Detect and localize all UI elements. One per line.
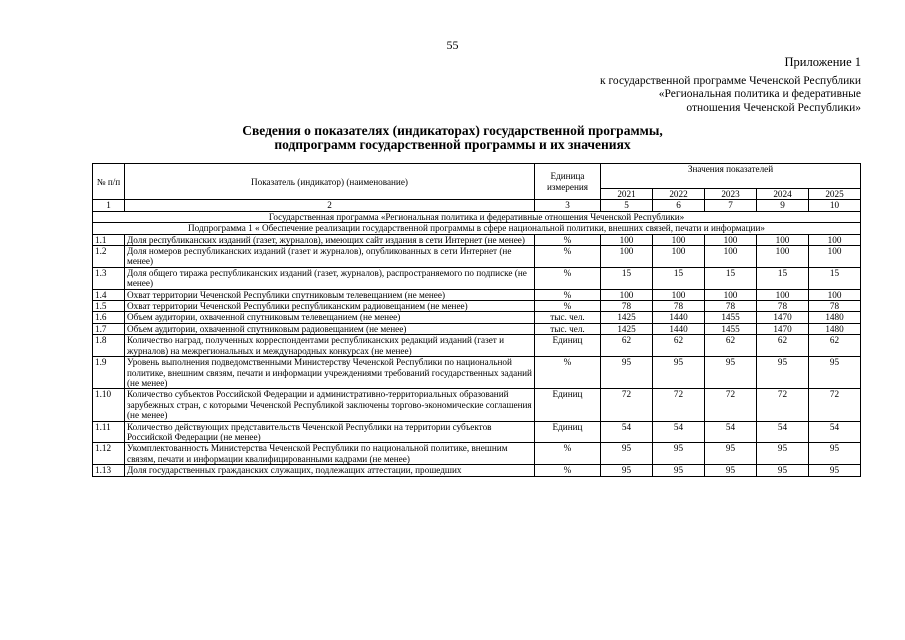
row-value: 1425 xyxy=(601,323,653,334)
row-value: 95 xyxy=(601,465,653,476)
document-title xyxy=(0,124,905,152)
row-indicator-name: Охват территории Чеченской Республики республиканским радиовещанием (не менее) xyxy=(125,301,535,312)
row-unit: тыс. чел. xyxy=(535,312,601,323)
row-value: 95 xyxy=(705,443,757,465)
row-value: 100 xyxy=(705,246,757,268)
header-year: 2021 xyxy=(601,189,653,200)
row-indicator-name: Доля номеров республиканских изданий (газет и журналов), опубликованных в сети Интернет (не менее) xyxy=(125,246,535,268)
row-indicator-name: Количество субъектов Российской Федерации и административно-территориальных образований зарубежных стран, с которыми Чеченской Республикой заключены торгово-экономические соглашения (не менее) xyxy=(125,389,535,421)
header-year: 2024 xyxy=(757,189,809,200)
row-number: 1.3 xyxy=(93,267,125,289)
row-unit: % xyxy=(535,465,601,476)
row-value: 1480 xyxy=(809,312,861,323)
row-value: 100 xyxy=(705,234,757,245)
row-value: 15 xyxy=(653,267,705,289)
row-indicator-name: Доля государственных гражданских служащих, подлежащих аттестации, прошедших xyxy=(125,465,535,476)
column-number: 1 xyxy=(93,200,125,211)
row-number: 1.9 xyxy=(93,357,125,389)
row-value: 1470 xyxy=(757,323,809,334)
row-value: 54 xyxy=(653,421,705,443)
row-value: 15 xyxy=(757,267,809,289)
column-number: 6 xyxy=(653,200,705,211)
column-number: 10 xyxy=(809,200,861,211)
table-row xyxy=(93,289,861,300)
row-value: 78 xyxy=(653,301,705,312)
program-title: Государственная программа «Региональная политика и федеративные отношения Чеченской Республики» xyxy=(93,211,861,222)
row-value: 100 xyxy=(757,289,809,300)
column-number-row xyxy=(93,200,861,211)
header-unit: Единица измерения xyxy=(535,164,601,200)
row-number: 1.7 xyxy=(93,323,125,334)
row-value: 100 xyxy=(809,246,861,268)
row-value: 95 xyxy=(809,443,861,465)
row-indicator-name: Охват территории Чеченской Республики спутниковым телевещанием (не менее) xyxy=(125,289,535,300)
row-value: 54 xyxy=(757,421,809,443)
row-value: 100 xyxy=(705,289,757,300)
row-value: 15 xyxy=(809,267,861,289)
table-header-row xyxy=(93,164,861,189)
table-row xyxy=(93,389,861,421)
row-value: 1480 xyxy=(809,323,861,334)
row-unit: % xyxy=(535,443,601,465)
table-row xyxy=(93,421,861,443)
table-row xyxy=(93,357,861,389)
appendix-block xyxy=(600,56,861,115)
table-row xyxy=(93,267,861,289)
row-number: 1.5 xyxy=(93,301,125,312)
row-value: 100 xyxy=(757,246,809,268)
column-number: 7 xyxy=(705,200,757,211)
row-unit: тыс. чел. xyxy=(535,323,601,334)
appendix-line: отношения Чеченской Республики» xyxy=(686,101,861,114)
row-value: 78 xyxy=(705,301,757,312)
row-value: 15 xyxy=(601,267,653,289)
row-value: 1470 xyxy=(757,312,809,323)
program-row xyxy=(93,211,861,222)
header-indicator: Показатель (индикатор) (наименование) xyxy=(125,164,535,200)
table-row xyxy=(93,465,861,476)
row-value: 95 xyxy=(757,357,809,389)
row-value: 95 xyxy=(601,357,653,389)
row-value: 95 xyxy=(757,443,809,465)
row-number: 1.10 xyxy=(93,389,125,421)
row-value: 62 xyxy=(809,335,861,357)
row-indicator-name: Уровень выполнения подведомственными Министерству Чеченской Республики по национальной политике, внешним связям, печати и информации учреждениями требований государственных заданий (не менее) xyxy=(125,357,535,389)
row-unit: Единиц xyxy=(535,421,601,443)
row-indicator-name: Количество действующих представительств Чеченской Республики на территории субъектов Российской Федерации (не менее) xyxy=(125,421,535,443)
row-value: 100 xyxy=(809,234,861,245)
row-value: 1440 xyxy=(653,323,705,334)
row-value: 72 xyxy=(601,389,653,421)
row-value: 1455 xyxy=(705,323,757,334)
appendix-line: к государственной программе Чеченской Республики xyxy=(600,74,861,87)
page-number: 55 xyxy=(446,38,459,52)
header-num: № п/п xyxy=(93,164,125,200)
row-value: 95 xyxy=(705,357,757,389)
row-number: 1.1 xyxy=(93,234,125,245)
row-indicator-name: Укомплектованность Министерства Чеченской Республики по национальной политике, внешним связям, печати и информации квалифицированными кадрами (не менее) xyxy=(125,443,535,465)
row-value: 54 xyxy=(705,421,757,443)
table-row xyxy=(93,246,861,268)
row-number: 1.11 xyxy=(93,421,125,443)
header-year: 2023 xyxy=(705,189,757,200)
row-unit: % xyxy=(535,289,601,300)
row-number: 1.2 xyxy=(93,246,125,268)
row-number: 1.13 xyxy=(93,465,125,476)
row-value: 95 xyxy=(809,357,861,389)
row-value: 1440 xyxy=(653,312,705,323)
row-value: 100 xyxy=(601,246,653,268)
row-number: 1.4 xyxy=(93,289,125,300)
column-number: 3 xyxy=(535,200,601,211)
row-value: 95 xyxy=(705,465,757,476)
row-value: 72 xyxy=(809,389,861,421)
header-year: 2025 xyxy=(809,189,861,200)
row-value: 54 xyxy=(601,421,653,443)
table-row xyxy=(93,301,861,312)
row-value: 54 xyxy=(809,421,861,443)
row-number: 1.8 xyxy=(93,335,125,357)
row-number: 1.6 xyxy=(93,312,125,323)
row-value: 100 xyxy=(653,289,705,300)
table-row xyxy=(93,234,861,245)
subprogram-row xyxy=(93,223,861,234)
table-row xyxy=(93,323,861,334)
row-value: 95 xyxy=(601,443,653,465)
row-unit: % xyxy=(535,234,601,245)
table-row xyxy=(93,443,861,465)
row-indicator-name: Доля республиканских изданий (газет, журналов), имеющих сайт издания в сети Интернет (не менее) xyxy=(125,234,535,245)
table-row xyxy=(93,335,861,357)
appendix-line: «Региональная политика и федеративные xyxy=(658,88,861,100)
row-indicator-name: Количество наград, полученных корреспондентами республиканских редакций изданий (газет и журналов) на межрегиональных и международных конкурсах (не менее) xyxy=(125,335,535,357)
row-unit: % xyxy=(535,246,601,268)
row-unit: % xyxy=(535,301,601,312)
row-value: 72 xyxy=(757,389,809,421)
row-value: 95 xyxy=(757,465,809,476)
row-value: 100 xyxy=(601,289,653,300)
row-value: 100 xyxy=(809,289,861,300)
row-indicator-name: Доля общего тиража республиканских изданий (газет, журналов), распространяемого по подписке (не менее) xyxy=(125,267,535,289)
subprogram-title: Подпрограмма 1 « Обеспечение реализации государственной программы в сфере национальной политики, внешних связей, печати и информации» xyxy=(93,223,861,234)
row-value: 95 xyxy=(653,465,705,476)
row-value: 15 xyxy=(705,267,757,289)
appendix-title: Приложение 1 xyxy=(784,55,861,69)
row-value: 1455 xyxy=(705,312,757,323)
row-value: 100 xyxy=(757,234,809,245)
header-year: 2022 xyxy=(653,189,705,200)
row-value: 78 xyxy=(757,301,809,312)
row-value: 95 xyxy=(653,443,705,465)
document-title-line: подпрограмм государственной программы и их значениях xyxy=(274,137,631,152)
row-value: 95 xyxy=(809,465,861,476)
row-unit: % xyxy=(535,267,601,289)
row-value: 78 xyxy=(809,301,861,312)
row-value: 78 xyxy=(601,301,653,312)
header-values: Значения показателей xyxy=(601,164,861,189)
row-unit: Единиц xyxy=(535,335,601,357)
column-number: 5 xyxy=(601,200,653,211)
row-unit: Единиц xyxy=(535,389,601,421)
row-value: 100 xyxy=(653,246,705,268)
row-value: 95 xyxy=(653,357,705,389)
row-value: 62 xyxy=(705,335,757,357)
row-value: 72 xyxy=(653,389,705,421)
row-value: 62 xyxy=(757,335,809,357)
document-title-line: Сведения о показателях (индикаторах) государственной программы, xyxy=(242,123,663,138)
indicators-table xyxy=(92,163,861,477)
row-value: 1425 xyxy=(601,312,653,323)
row-indicator-name: Объем аудитории, охваченной спутниковым радиовещанием (не менее) xyxy=(125,323,535,334)
row-number: 1.12 xyxy=(93,443,125,465)
column-number: 2 xyxy=(125,200,535,211)
row-indicator-name: Объем аудитории, охваченной спутниковым телевещанием (не менее) xyxy=(125,312,535,323)
row-value: 100 xyxy=(653,234,705,245)
row-value: 100 xyxy=(601,234,653,245)
row-unit: % xyxy=(535,357,601,389)
column-number: 9 xyxy=(757,200,809,211)
table-row xyxy=(93,312,861,323)
row-value: 62 xyxy=(653,335,705,357)
row-value: 62 xyxy=(601,335,653,357)
row-value: 72 xyxy=(705,389,757,421)
